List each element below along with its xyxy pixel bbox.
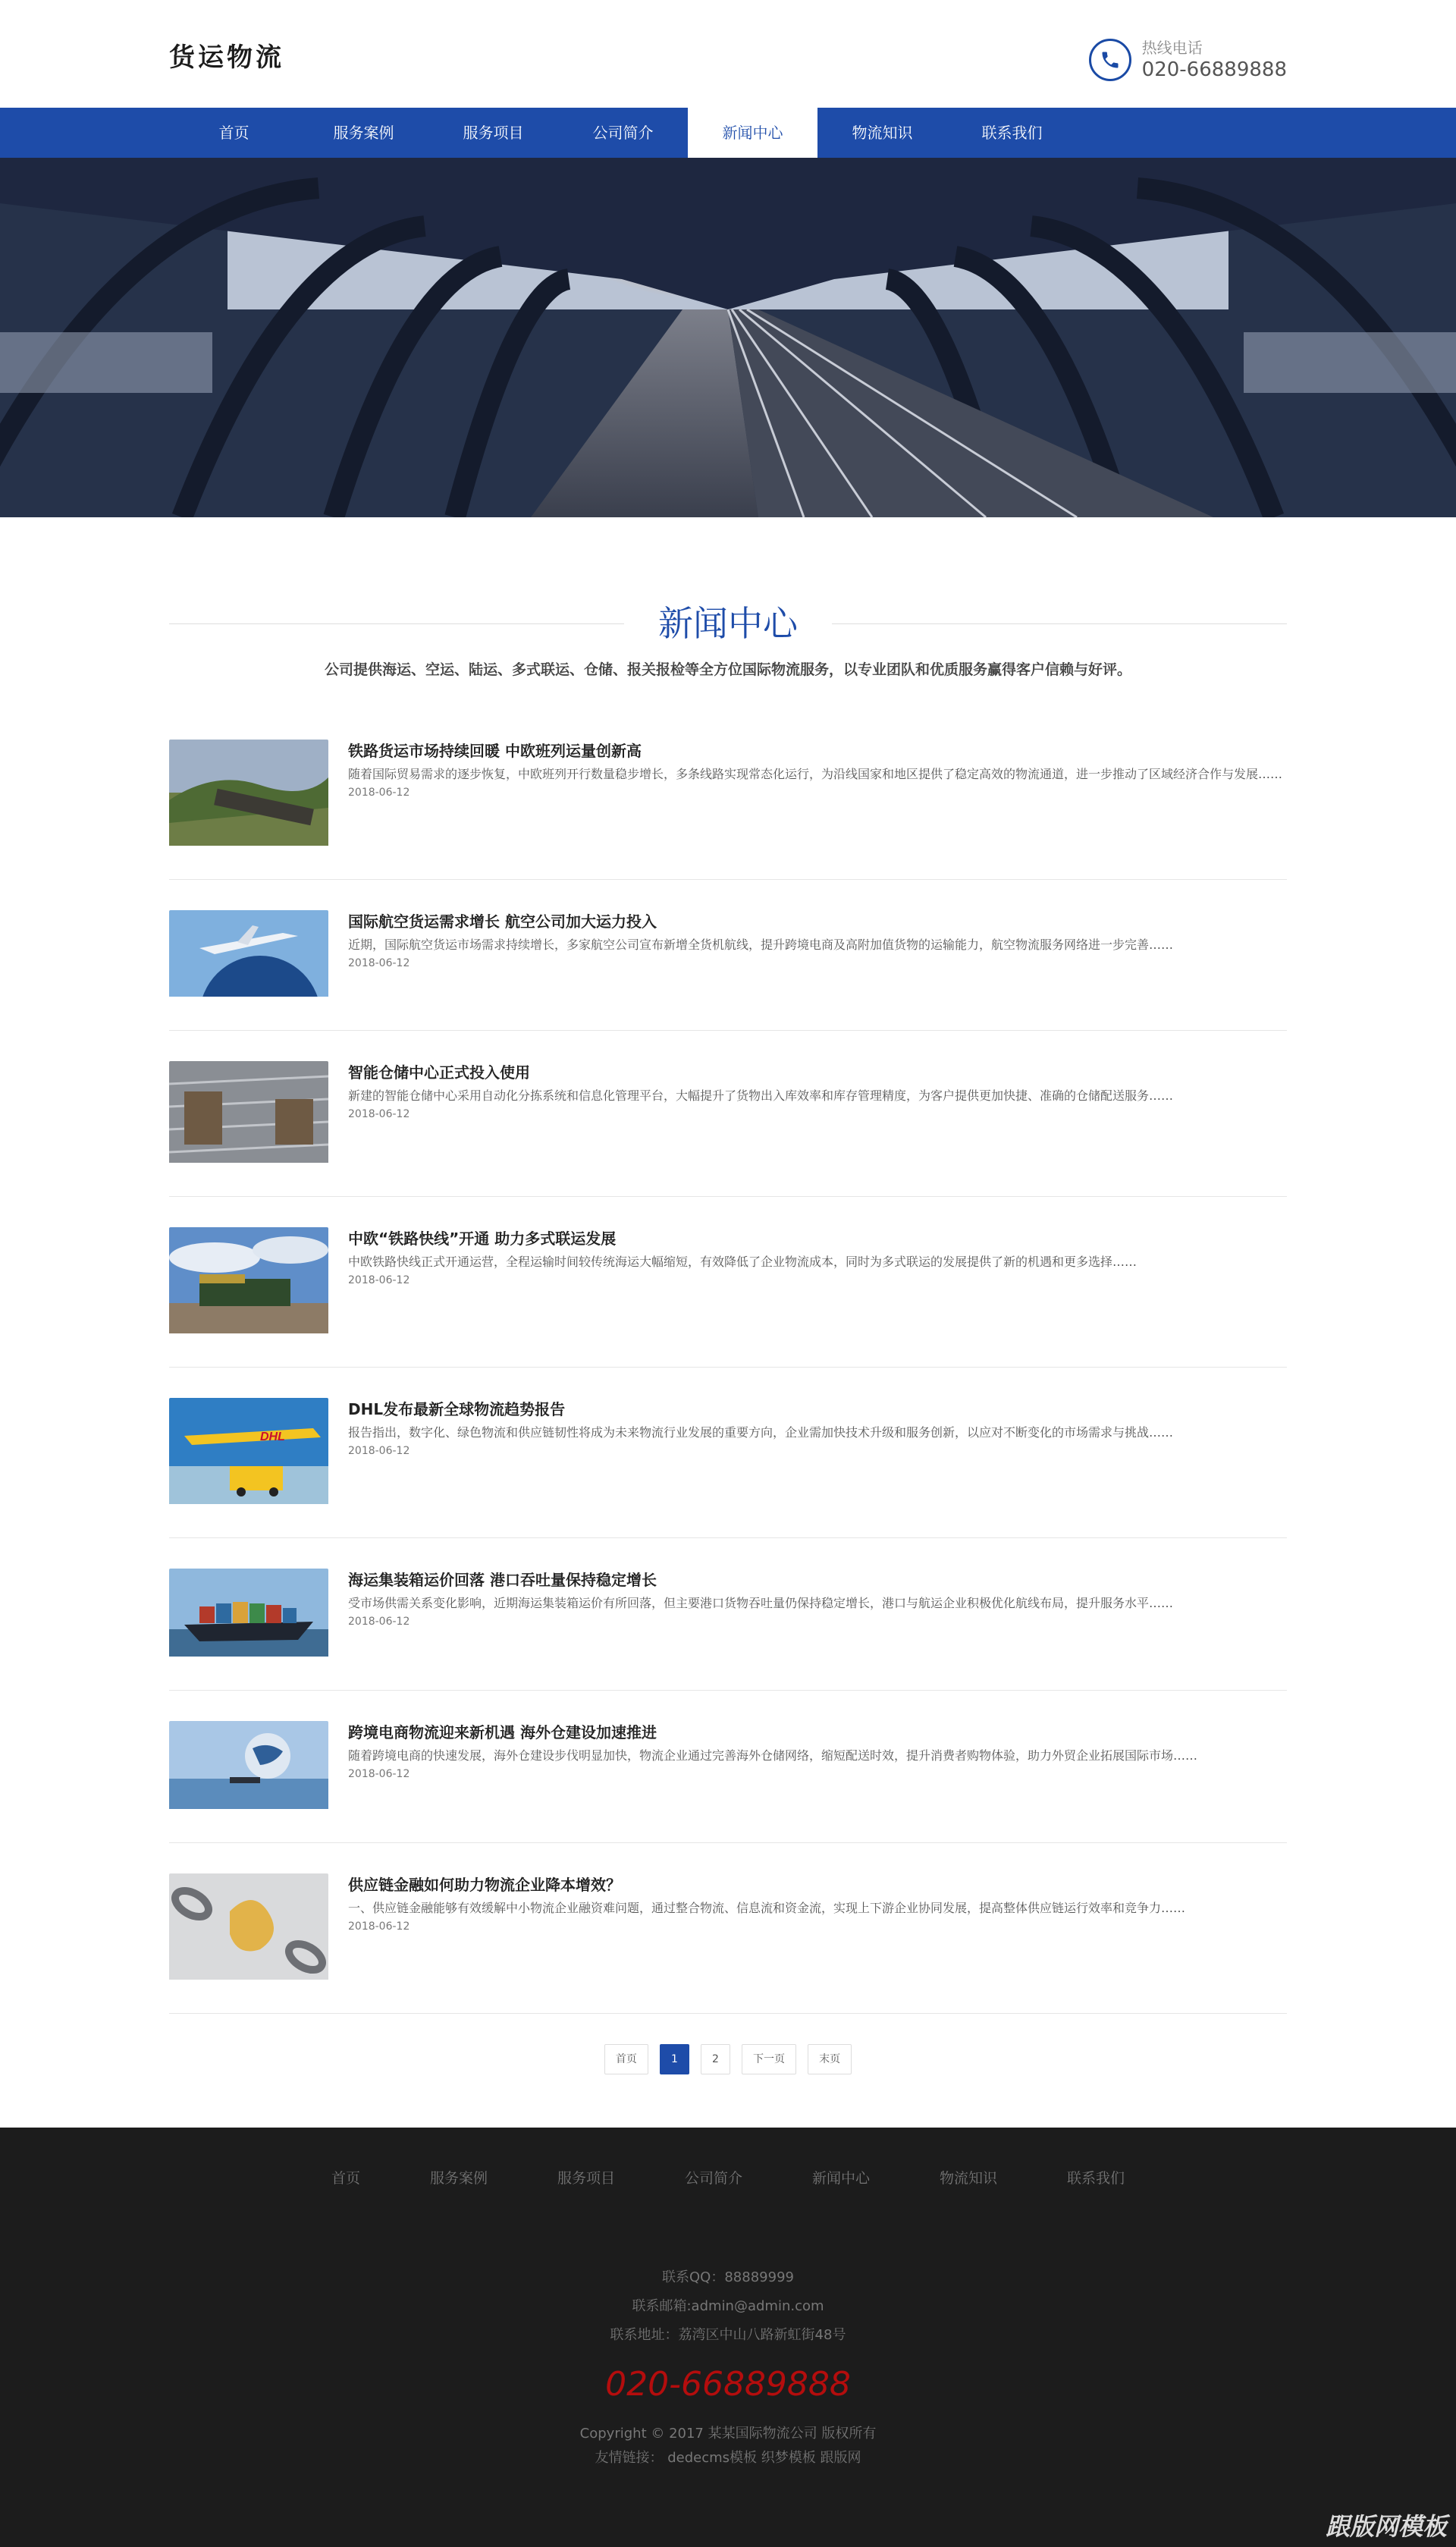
news-date: 2018-06-12: [348, 1445, 410, 1457]
site-footer: [0, 2128, 1456, 2547]
footer-nav-services[interactable]: 服务项目: [557, 2170, 615, 2187]
svg-text:DHL: DHL: [260, 1431, 285, 1443]
nav-item-knowledge[interactable]: 物流知识: [852, 124, 913, 142]
footer-copyright-block: [0, 2422, 1456, 2470]
news-title[interactable]: 国际航空货运需求增长 航空公司加大运力投入: [348, 912, 657, 931]
news-item[interactable]: [169, 1061, 1287, 1197]
news-item[interactable]: [169, 1569, 1287, 1691]
pager-page-1[interactable]: 1: [660, 2044, 689, 2074]
news-list: [169, 740, 1287, 2014]
phone-icon: [1089, 39, 1131, 81]
pager-last[interactable]: 末页: [808, 2044, 852, 2074]
friend-link-dedecms[interactable]: dedecms模板: [667, 2450, 758, 2466]
contact-address: 联系地址：荔湾区中山八路新虹街48号: [610, 2327, 846, 2343]
news-title[interactable]: 跨境电商物流迎来新机遇 海外仓建设加速推进: [348, 1723, 657, 1741]
nav-item-services[interactable]: 服务项目: [463, 124, 524, 142]
news-date: 2018-06-12: [348, 1274, 410, 1286]
friend-links-label: 友情链接：: [595, 2450, 664, 2466]
nav-item-home[interactable]: 首页: [218, 124, 249, 142]
title-divider-left: [169, 623, 624, 624]
friend-link-genban[interactable]: 跟版网: [820, 2450, 861, 2466]
banner-image: [0, 158, 1456, 517]
news-date: 2018-06-12: [348, 787, 410, 799]
footer-nav: [0, 2167, 1456, 2187]
news-excerpt: 新建的智能仓储中心采用自动化分拣系统和信息化管理平台，大幅提升了货物出入库效率和库存管理精度，为客户提供更加快捷、准确的仓储配送服务……: [348, 1088, 1174, 1103]
news-item[interactable]: [169, 1398, 1287, 1538]
news-thumbnail-locomotive[interactable]: [169, 1227, 328, 1336]
site-header: [0, 0, 1456, 108]
news-excerpt: 近期，国际航空货运市场需求持续增长，多家航空公司宣布新增全货机航线，提升跨境电商及高附加值货物的运输能力，航空物流服务网络进一步完善……: [348, 937, 1174, 952]
pager-next[interactable]: 下一页: [742, 2044, 796, 2074]
news-date: 2018-06-12: [348, 1768, 410, 1780]
hotline: [1089, 38, 1287, 82]
footer-nav-knowledge[interactable]: 物流知识: [940, 2170, 998, 2187]
footer-nav-home[interactable]: 首页: [331, 2170, 360, 2187]
news-excerpt: 报告指出，数字化、绿色物流和供应链韧性将成为未来物流行业发展的重要方向，企业需加快技术升级和服务创新，以应对不断变化的市场需求与挑战……: [348, 1425, 1174, 1440]
news-title[interactable]: 铁路货运市场持续回暖 中欧班列运量创新高: [348, 742, 642, 760]
news-thumbnail-container-ship[interactable]: [169, 1569, 328, 1660]
news-item[interactable]: [169, 1227, 1287, 1368]
news-date: 2018-06-12: [348, 957, 410, 969]
news-date: 2018-06-12: [348, 1108, 410, 1120]
section-header: [169, 601, 1287, 646]
title-divider-right: [832, 623, 1287, 624]
hotline-label: 热线电话: [1141, 39, 1203, 57]
news-excerpt: 中欧铁路快线正式开通运营，全程运输时间较传统海运大幅缩短，有效降低了企业物流成本，同时为多式联运的发展提供了新的机遇和更多选择……: [348, 1255, 1138, 1269]
pagination: [169, 2044, 1287, 2074]
friend-links: [0, 2446, 1456, 2470]
footer-nav-cases[interactable]: 服务案例: [429, 2170, 488, 2187]
contact-qq: 联系QQ：88889999: [662, 2269, 794, 2285]
news-item[interactable]: [169, 740, 1287, 880]
news-item[interactable]: [169, 1721, 1287, 1843]
watermark-logo: 跟版网模板: [1325, 2512, 1447, 2541]
footer-nav-about[interactable]: 公司简介: [684, 2170, 742, 2187]
news-item[interactable]: [169, 1873, 1287, 2014]
news-title[interactable]: DHL发布最新全球物流趋势报告: [348, 1400, 566, 1418]
hotline-number: 020-66889888: [1141, 58, 1287, 81]
section-description: 公司提供海运、空运、陆运、多式联运、仓储、报关报检等全方位国际物流服务，以专业团队和优质服务赢得客户信赖与好评。: [324, 661, 1131, 678]
news-thumbnail-warehouse[interactable]: [169, 1061, 328, 1166]
footer-contact: [0, 2263, 1456, 2350]
news-title[interactable]: 海运集装箱运价回落 港口吞吐量保持稳定增长: [348, 1571, 657, 1589]
news-thumbnail-chain[interactable]: [169, 1873, 328, 1983]
pager-page-2[interactable]: 2: [701, 2044, 730, 2074]
copyright-text: Copyright © 2017 某某国际物流公司 版权所有: [579, 2426, 877, 2442]
news-excerpt: 随着国际贸易需求的逐步恢复，中欧班列开行数量稳步增长，多条线路实现常态化运行，为沿线国家和地区提供了稳定高效的物流通道，进一步推动了区域经济合作与发展……: [348, 767, 1283, 781]
footer-phone: 020-66889888: [605, 2365, 851, 2404]
news-thumbnail-train[interactable]: [169, 740, 328, 849]
section-title: 新闻中心: [658, 603, 798, 644]
site-logo[interactable]: 货运物流: [169, 42, 284, 73]
footer-nav-contact[interactable]: 联系我们: [1067, 2170, 1125, 2187]
news-excerpt: 随着跨境电商的快速发展，海外仓建设步伐明显加快，物流企业通过完善海外仓储网络，缩短配送时效，提升消费者购物体验，助力外贸企业拓展国际市场……: [348, 1748, 1198, 1763]
news-date: 2018-06-12: [348, 1920, 410, 1933]
news-excerpt: 受市场供需关系变化影响，近期海运集装箱运价有所回落，但主要港口货物吞吐量仍保持稳定增长，港口与航运企业积极优化航线布局，提升服务水平……: [348, 1596, 1174, 1610]
news-thumbnail-globe[interactable]: [169, 1721, 328, 1812]
friend-link-zhimeng[interactable]: 织梦模板: [761, 2450, 816, 2466]
nav-item-about[interactable]: 公司简介: [592, 124, 654, 142]
news-thumbnail-dhl[interactable]: [169, 1398, 328, 1507]
news-excerpt: 一、供应链金融能够有效缓解中小物流企业融资难问题，通过整合物流、信息流和资金流，实现上下游企业协同发展，提高整体供应链运行效率和竞争力……: [348, 1901, 1186, 1915]
main-nav: [0, 108, 1456, 158]
news-thumbnail-plane[interactable]: [169, 910, 328, 1000]
contact-email: 联系邮箱:admin@admin.com: [632, 2298, 824, 2314]
news-title[interactable]: 智能仓储中心正式投入使用: [348, 1063, 530, 1082]
pager-first[interactable]: 首页: [604, 2044, 648, 2074]
nav-item-cases[interactable]: 服务案例: [333, 124, 394, 142]
news-title[interactable]: 中欧“铁路快线”开通 助力多式联运发展: [348, 1230, 617, 1248]
news-title[interactable]: 供应链金融如何助力物流企业降本增效？: [348, 1876, 621, 1894]
news-date: 2018-06-12: [348, 1616, 410, 1628]
nav-item-news[interactable]: 新闻中心: [688, 108, 817, 158]
news-item[interactable]: [169, 910, 1287, 1031]
nav-item-contact[interactable]: 联系我们: [981, 124, 1043, 142]
footer-nav-news[interactable]: 新闻中心: [812, 2170, 871, 2187]
